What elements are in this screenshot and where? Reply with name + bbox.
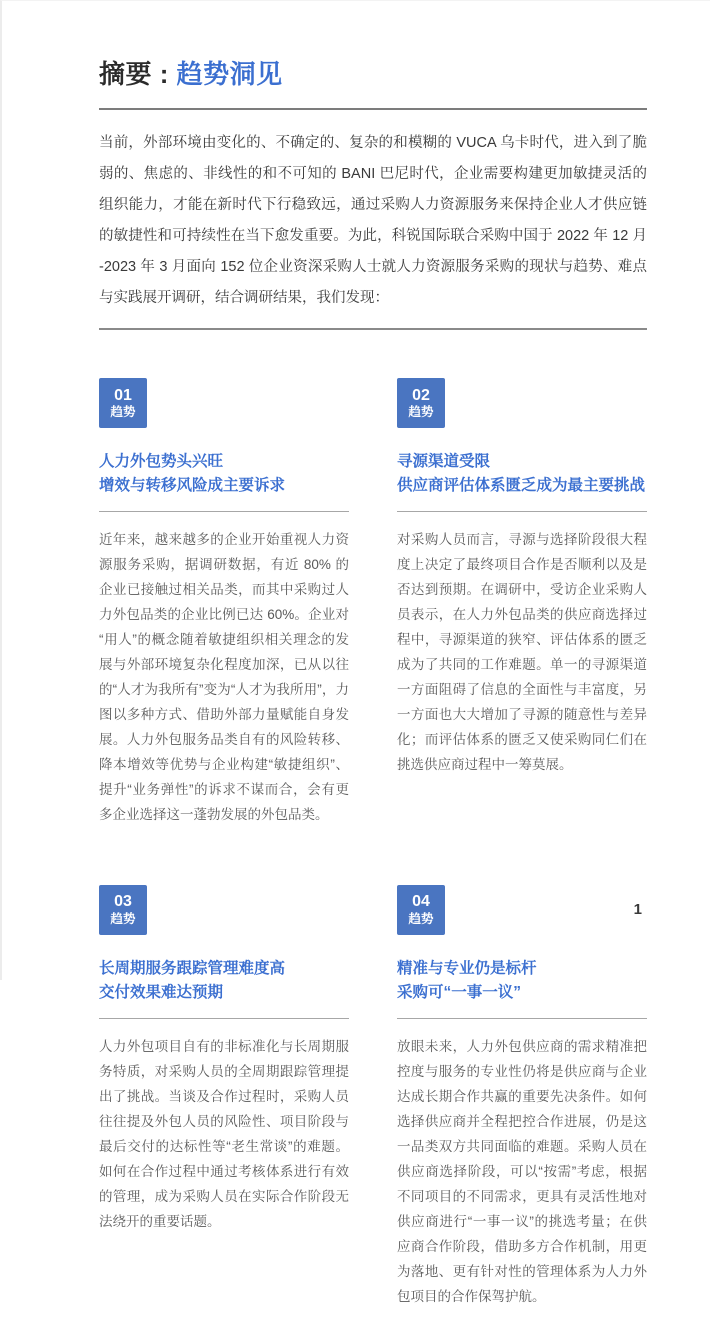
trend-body-03: 人力外包项目自有的非标准化与长周期服务特质，对采购人员的全周期跟踪管理提出了挑战。当谈及合作过程时，采购人员往往提及外包人员的风险性、项目阶段与最后交付的达标性等“老生常谈”的难题。如何在合作过程中通过考核体系进行有效的管理，成为采购人员在实际合作阶段无法绕开的重要话题。 bbox=[99, 1038, 349, 1229]
trend-heading-line1: 寻源渠道受限 bbox=[397, 453, 491, 471]
trend-heading-04 bbox=[397, 957, 647, 1005]
trend-number: 03 bbox=[114, 893, 132, 911]
trend-heading-line2: 交付效果难达预期 bbox=[99, 983, 224, 1001]
trend-heading-03 bbox=[99, 957, 349, 1005]
trend-badge-label: 趋势 bbox=[408, 405, 434, 420]
intro-divider bbox=[99, 328, 647, 330]
intro-paragraph: 当前，外部环境由变化的、不确定的、复杂的和模糊的 VUCA 乌卡时代，进入到了脆弱的、焦虑的、非线性的和不可知的 BANI 巴尼时代，企业需要构建更加敏捷灵活的组织能力，才能在新时代下行稳致远，通过采购人力资源服务来保持企业人才供应链的敏捷性和可持续性在当下愈发重要。为此，科锐国际联合采购中国于 2022 年 12 月 -2023 年 3 月面向 152 位企业资深采购人士就人力资源服务采购的现状与趋势、难点与实践展开调研，结合调研结果，我们发现： bbox=[99, 134, 647, 306]
page-number: 1 bbox=[633, 901, 642, 918]
trend-section-02 bbox=[397, 378, 647, 841]
title-divider bbox=[99, 108, 647, 110]
trend-number: 04 bbox=[412, 893, 430, 911]
page-title-accent: 趋势洞见 bbox=[176, 59, 283, 89]
trend-sections-grid bbox=[99, 378, 647, 1322]
trend-heading-02 bbox=[397, 450, 647, 498]
page-title-prefix: 摘要 : bbox=[99, 59, 177, 89]
trend-badge-02 bbox=[397, 378, 445, 428]
section-divider bbox=[397, 1018, 647, 1019]
trend-body-04: 放眼未来，人力外包供应商的需求精准把控度与服务的专业性仍将是供应商与企业达成长期合作共赢的重要先决条件。如何选择供应商并全程把控合作进展，仍是这一品类双方共同面临的难题。采购人员在供应商选择阶段，可以“按需”考虑，根据不同项目的不同需求，更具有灵活性地对供应商进行“一事一议”的挑选考量；在供应商合作阶段，借助多方合作机制，用更为落地、更有针对性的管理体系为人力外包项目的合作保驾护航。 bbox=[397, 1038, 647, 1304]
trend-heading-01 bbox=[99, 450, 349, 498]
trend-heading-line1: 长周期服务跟踪管理难度高 bbox=[99, 959, 286, 977]
trend-section-01 bbox=[99, 378, 349, 841]
trend-body-02: 对采购人员而言，寻源与选择阶段很大程度上决定了最终项目合作是否顺利以及是否达到预期。在调研中，受访企业采购人员表示，在人力外包品类的供应商选择过程中，寻源渠道的狭窄、评估体系的匮乏成为了共同的工作难题。单一的寻源渠道一方面阻碍了信息的全面性与丰富度，另一方面也大大增加了寻源的随意性与差异化；而评估体系的匮乏又使采购同仁们在挑选供应商过程中一筹莫展。 bbox=[397, 532, 647, 773]
trend-badge-04 bbox=[397, 885, 445, 935]
trend-badge-label: 趋势 bbox=[408, 911, 434, 926]
trend-section-03 bbox=[99, 885, 349, 1322]
trend-heading-line2: 采购可“一事一议” bbox=[397, 983, 522, 1001]
trend-number: 01 bbox=[114, 386, 132, 404]
trend-badge-01 bbox=[99, 378, 147, 428]
trend-heading-line2: 供应商评估体系匮乏成为最主要挑战 bbox=[397, 477, 646, 495]
trend-heading-line1: 精准与专业仍是标杆 bbox=[397, 959, 537, 977]
section-divider bbox=[99, 1018, 349, 1019]
section-divider bbox=[99, 511, 349, 512]
trend-badge-label: 趋势 bbox=[110, 405, 136, 420]
trend-section-04 bbox=[397, 885, 647, 1322]
trend-badge-label: 趋势 bbox=[110, 911, 136, 926]
page-title bbox=[99, 59, 647, 90]
section-divider bbox=[397, 511, 647, 512]
trend-heading-line1: 人力外包势头兴旺 bbox=[99, 453, 224, 471]
trend-badge-03 bbox=[99, 885, 147, 935]
trend-heading-line2: 增效与转移风险成主要诉求 bbox=[99, 477, 286, 495]
trend-body-01: 近年来，越来越多的企业开始重视人力资源服务采购，据调研数据，有近 80% 的企业已接触过相关品类，而其中采购过人力外包品类的企业比例已达 60%。企业对“用人”的概念随着敏捷组织相关理念的发展与外部环境复杂化程度加深，已从以往的“人才为我所有”变为“人才为我所用”，力图以多种方式、借助外部力量赋能自身发展。人力外包服务品类自有的风险转移、降本增效等优势与企业构建“敏捷组织”、提升“业务弹性”的诉求不谋而合，会有更多企业选择这一蓬勃发展的外包品类。 bbox=[99, 532, 349, 823]
page-content bbox=[99, 1, 647, 1322]
trend-number: 02 bbox=[412, 386, 430, 404]
